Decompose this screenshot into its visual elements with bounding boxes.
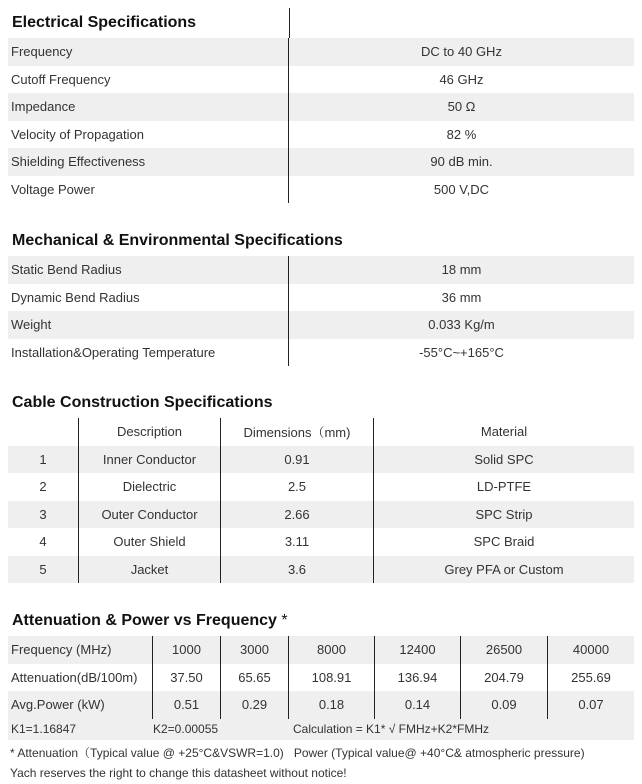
construction-specs-title: Cable Construction Specifications (12, 394, 273, 411)
construction-header-row (8, 418, 634, 446)
construction-cell: 2.5 (221, 473, 374, 501)
spec-label: Voltage Power (8, 176, 289, 204)
attenuation-value: 26500 (461, 636, 548, 664)
attenuation-row (8, 691, 634, 719)
spec-row (8, 93, 634, 121)
attenuation-value: 0.51 (153, 691, 221, 719)
attenuation-row (8, 636, 634, 664)
construction-cell: Grey PFA or Custom (444, 561, 564, 577)
construction-cell: Dielectric (79, 473, 221, 501)
disclaimer: Yach reserves the right to change this datasheet without notice! (10, 766, 347, 780)
spec-value: -55°C~+165°C (419, 344, 504, 360)
spec-label: Static Bend Radius (8, 256, 289, 284)
attenuation-label: Attenuation(dB/100m) (8, 664, 153, 692)
constants-row (8, 719, 634, 740)
construction-cell: SPC Strip (475, 506, 533, 522)
attenuation-value: 37.50 (153, 664, 221, 692)
construction-cell: Outer Conductor (79, 501, 221, 529)
construction-cell: 2 (8, 473, 79, 501)
construction-cell: 4 (8, 528, 79, 556)
spec-label: Impedance (8, 93, 289, 121)
spec-value: 500 V,DC (433, 181, 490, 197)
attenuation-row (8, 664, 634, 692)
attenuation-value: 40000 (572, 642, 610, 658)
spec-label: Velocity of Propagation (8, 121, 289, 149)
attenuation-value: 3000 (221, 636, 289, 664)
attenuation-value: 0.29 (221, 691, 289, 719)
construction-header-cell: Material (480, 424, 528, 440)
spec-row (8, 311, 634, 339)
attenuation-value: 0.14 (375, 691, 461, 719)
construction-row (8, 501, 634, 529)
spec-row (8, 66, 634, 94)
k1-constant: K1=1.16847 (11, 722, 77, 736)
construction-cell: 3.11 (221, 528, 374, 556)
spec-value: 82 % (446, 126, 477, 142)
attenuation-value: 0.07 (578, 697, 604, 713)
spec-label: Dynamic Bend Radius (8, 284, 289, 312)
construction-cell: Solid SPC (474, 451, 534, 467)
title-asterisk: * (281, 612, 288, 629)
attenuation-value: 255.69 (571, 669, 611, 685)
attenuation-label: Frequency (MHz) (8, 636, 153, 664)
spec-value: 18 mm (441, 262, 482, 278)
attenuation-value: 8000 (289, 636, 375, 664)
mechanical-specs-title: Mechanical & Environmental Specifications (12, 232, 343, 249)
attenuation-value: 65.65 (221, 664, 289, 692)
construction-cell: 5 (8, 556, 79, 584)
spec-row (8, 339, 634, 367)
attenuation-label: Avg.Power (kW) (8, 691, 153, 719)
construction-header-cell: Description (79, 418, 221, 446)
spec-row (8, 176, 634, 204)
attenuation-value: 1000 (153, 636, 221, 664)
spec-value: 46 GHz (439, 71, 484, 87)
construction-row (8, 556, 634, 584)
construction-cell: 2.66 (221, 501, 374, 529)
construction-cell: 1 (8, 446, 79, 474)
construction-cell: Jacket (79, 556, 221, 584)
attenuation-value: 12400 (375, 636, 461, 664)
construction-cell: SPC Braid (473, 534, 535, 550)
attenuation-section (8, 606, 634, 740)
spec-label: Frequency (8, 38, 289, 66)
spec-value: 50 Ω (447, 99, 476, 115)
spec-label: Installation&Operating Temperature (8, 339, 289, 367)
electrical-specs-title: Electrical Specifications (8, 8, 634, 38)
k2-constant: K2=0.00055 (153, 722, 219, 736)
construction-header-cell: Dimensions（mm) (221, 418, 374, 446)
construction-header-cell (8, 418, 79, 446)
attenuation-value: 204.79 (461, 664, 548, 692)
construction-cell: 3 (8, 501, 79, 529)
construction-cell: 0.91 (221, 446, 374, 474)
mechanical-specs-section (8, 226, 634, 366)
attenuation-title: Attenuation & Power vs Frequency * (12, 612, 288, 629)
electrical-specs-section (8, 8, 634, 203)
construction-cell: LD-PTFE (476, 479, 532, 495)
attenuation-value: 108.91 (289, 664, 375, 692)
construction-specs-section (8, 388, 634, 583)
spec-row (8, 148, 634, 176)
construction-row (8, 446, 634, 474)
spec-label: Cutoff Frequency (8, 66, 289, 94)
power-note: Power (Typical value@ +40°C& atmospheric pressure) (293, 746, 585, 760)
construction-row (8, 473, 634, 501)
attenuation-value: 0.09 (461, 691, 548, 719)
attenuation-value: 136.94 (375, 664, 461, 692)
spec-row (8, 284, 634, 312)
spec-row (8, 38, 634, 66)
spec-label: Shielding Effectiveness (8, 148, 289, 176)
attenuation-value: 0.18 (289, 691, 375, 719)
attenuation-note: * Attenuation（Typical value @ +25°C&VSWR=1.0) (10, 746, 284, 760)
spec-label: Weight (8, 311, 289, 339)
spec-value: DC to 40 GHz (421, 44, 502, 60)
notes-line (10, 744, 585, 761)
spec-value: 0.033 Kg/m (428, 317, 495, 333)
construction-cell: Inner Conductor (79, 446, 221, 474)
spec-value: 90 dB min. (430, 154, 493, 170)
spec-value: 36 mm (441, 289, 482, 305)
construction-row (8, 528, 634, 556)
construction-cell: 3.6 (221, 556, 374, 584)
spec-row (8, 121, 634, 149)
calculation-formula: Calculation = K1* √ FMHz+K2*FMHz (293, 722, 489, 736)
construction-cell: Outer Shield (79, 528, 221, 556)
spec-row (8, 256, 634, 284)
